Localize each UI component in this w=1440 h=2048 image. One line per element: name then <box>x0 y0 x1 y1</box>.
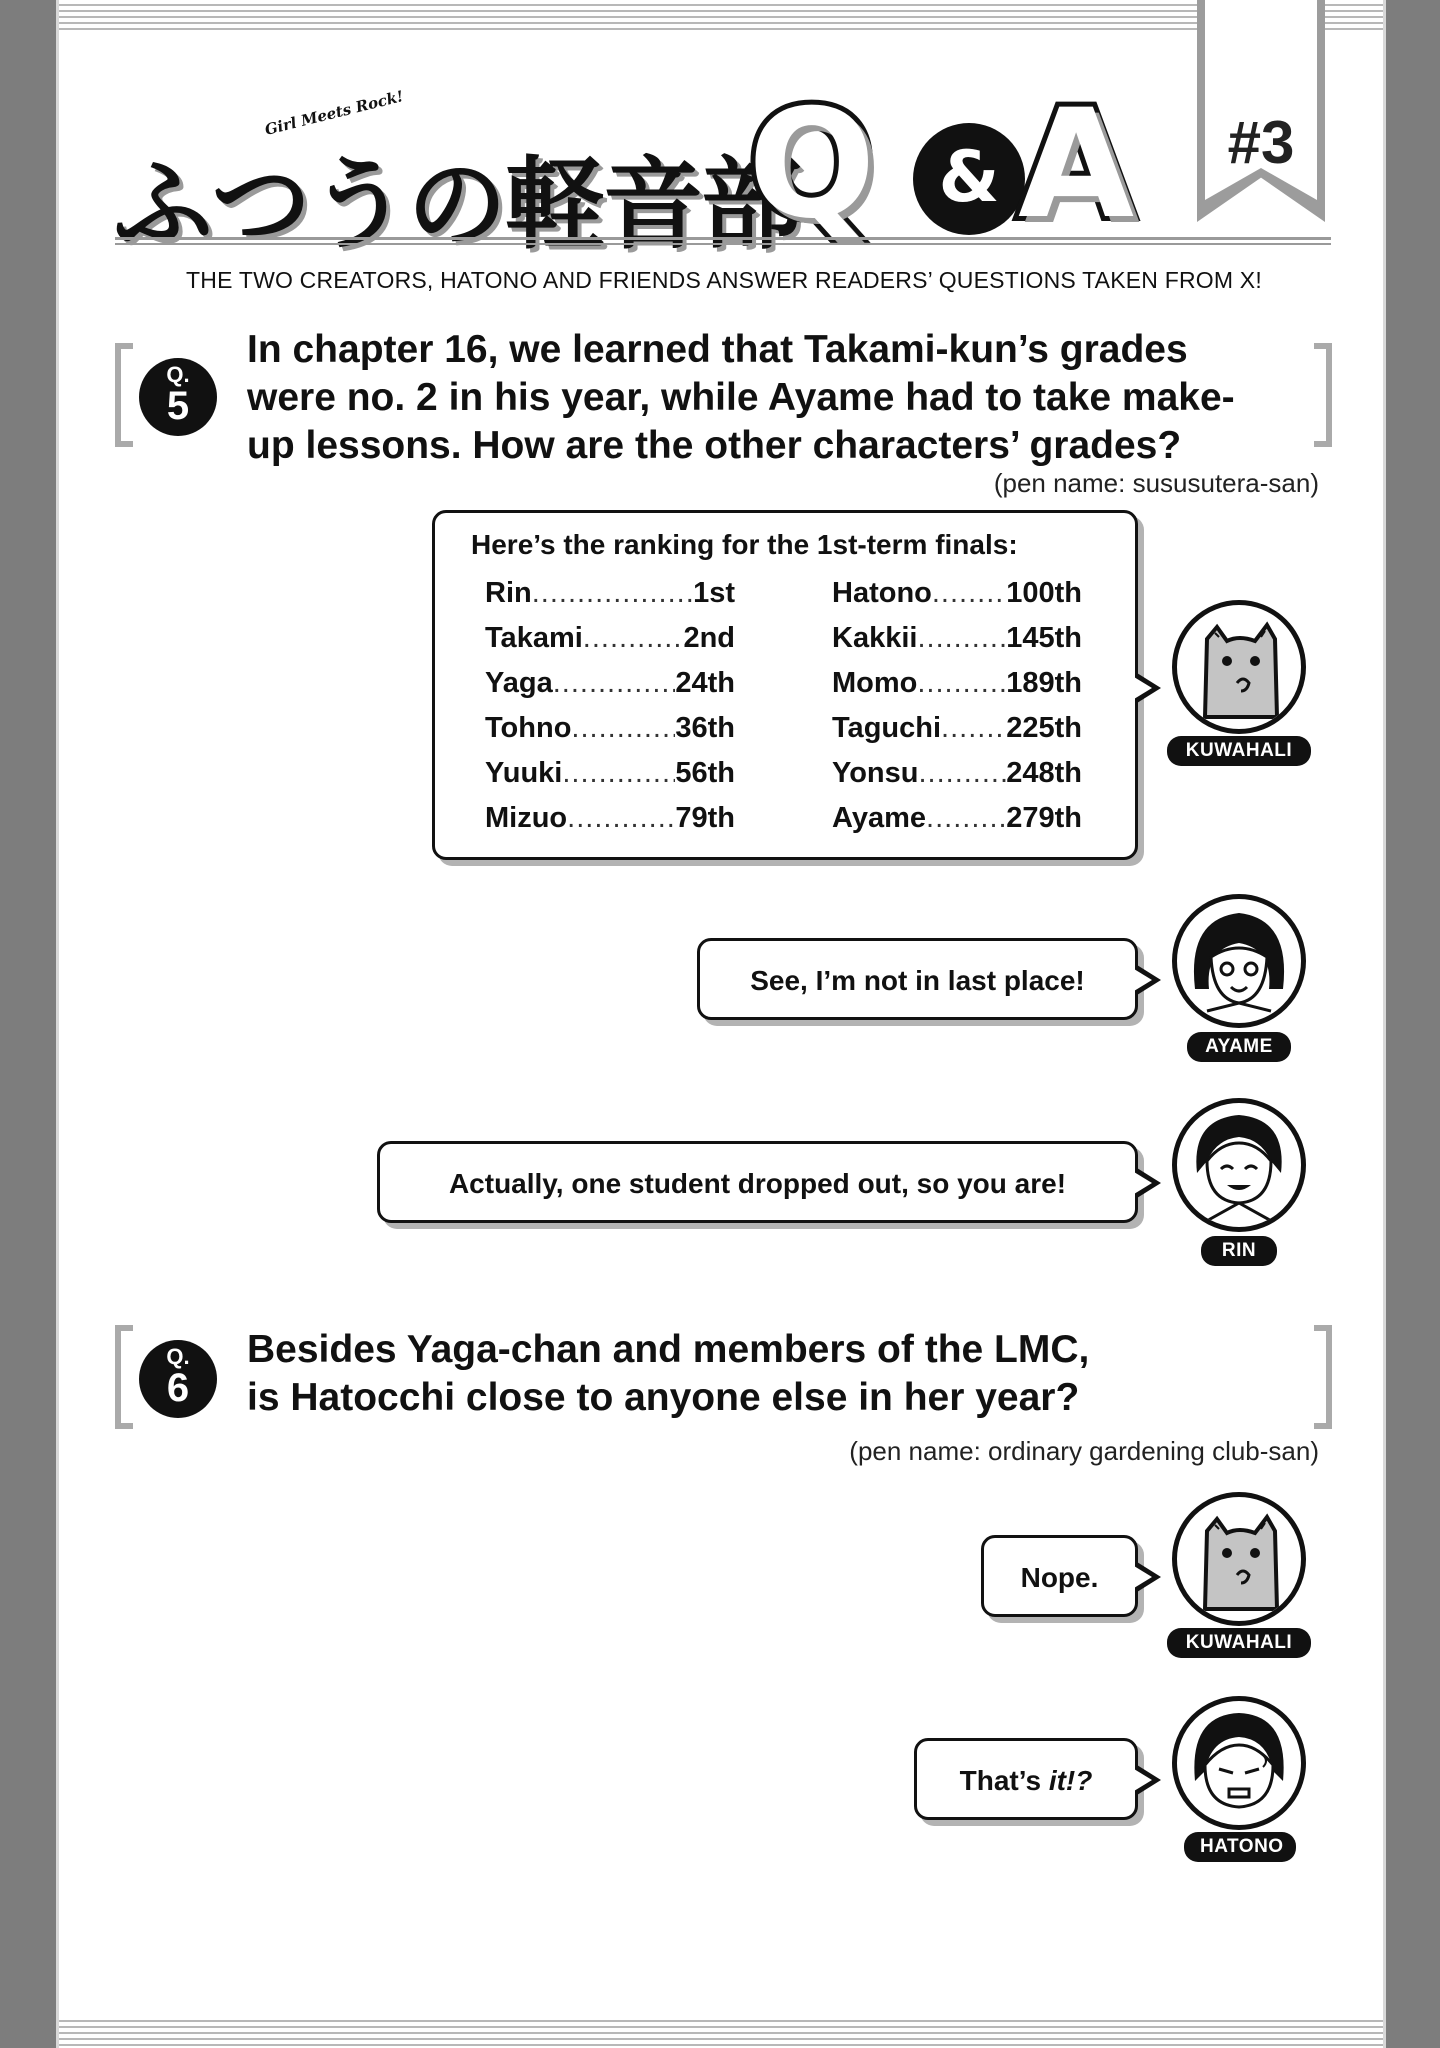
series-logo <box>113 78 1213 263</box>
rin-face-icon <box>1177 1103 1301 1227</box>
q6-question-text: Besides Yaga-chan and members of the LMC, is Hatocchi close to anyone else in her year? <box>247 1328 1090 1419</box>
kuwahali-speech-bubble: Nope. <box>981 1535 1138 1617</box>
ranking-left-column <box>485 577 735 847</box>
kuwahali-avatar <box>1172 600 1306 734</box>
q5-badge: Q. 5 <box>139 358 217 436</box>
kuwahali-avatar-2 <box>1172 1492 1306 1626</box>
ranking-row: Taguchi ..... 225th <box>832 712 1082 757</box>
ranking-row: Mizuo ..... 79th <box>485 802 735 847</box>
speaker-tag-ayame: AYAME <box>1187 1032 1291 1062</box>
header-divider <box>115 237 1331 245</box>
ayame-face-icon <box>1177 899 1301 1023</box>
bubble-tail <box>1137 673 1161 703</box>
q6-badge: Q. 6 <box>139 1340 217 1418</box>
ranking-row: Yonsu ..... 248th <box>832 757 1082 802</box>
ranking-bubble <box>432 510 1138 860</box>
ranking-row: Momo ..... 189th <box>832 667 1082 712</box>
manga-page <box>56 0 1386 2048</box>
kuwahali-face-icon <box>1177 605 1301 729</box>
hatono-face-icon <box>1177 1701 1301 1825</box>
q6-right-bracket <box>1314 1325 1332 1429</box>
qa-logo <box>748 78 1268 252</box>
ayame-speech-bubble: See, I’m not in last place! <box>697 938 1138 1020</box>
rin-avatar <box>1172 1098 1306 1232</box>
logo-japanese-title: ふつうの軽音部 <box>113 146 799 263</box>
q5-question-text: In chapter 16, we learned that Takami-kun’s grades were no. 2 in his year, while Ayame had to take make- up lessons. How are the other characters’ grades? <box>247 328 1235 467</box>
hatono-avatar <box>1172 1696 1306 1830</box>
ranking-row: Ayame ..... 279th <box>832 802 1082 847</box>
bottom-stripe-border <box>59 2016 1383 2048</box>
speaker-tag-rin: RIN <box>1201 1236 1277 1266</box>
q6-pen-name: (pen name: ordinary gardening club-san) <box>849 1436 1319 1466</box>
episode-ribbon <box>1197 0 1325 222</box>
rin-speech-bubble: Actually, one student dropped out, so you are! <box>377 1141 1138 1223</box>
hatono-speech-bubble: That’s it!? <box>914 1738 1138 1820</box>
q6-left-bracket <box>115 1325 133 1429</box>
ranking-row: Hatono ..... 100th <box>832 577 1082 622</box>
ranking-row: Kakkii ..... 145th <box>832 622 1082 667</box>
q5-left-bracket <box>115 343 133 447</box>
ranking-row: Tohno ..... 36th <box>485 712 735 757</box>
q5-right-bracket <box>1314 343 1332 447</box>
page-subtitle: THE TWO CREATORS, HATONO AND FRIENDS ANSWER READERS’ QUESTIONS TAKEN FROM X! <box>186 267 1262 293</box>
ranking-right-column <box>832 577 1082 847</box>
ayame-avatar <box>1172 894 1306 1028</box>
logo-ampersand: & <box>913 123 1025 235</box>
ranking-row: Rin ..... 1st <box>485 577 735 622</box>
top-stripe-border <box>59 0 1383 32</box>
logo-english-subtitle: Girl Meets Rock! <box>262 87 406 139</box>
ranking-row: Takami ..... 2nd <box>485 622 735 667</box>
speaker-tag-kuwahali: KUWAHALI <box>1167 736 1311 766</box>
logo-q-letter: Q <box>748 78 876 252</box>
logo-a-letter: A <box>1018 78 1135 252</box>
kuwahali-face-icon <box>1177 1497 1301 1621</box>
ranking-row: Yaga ..... 24th <box>485 667 735 712</box>
ranking-title: Here’s the ranking for the 1st-term finals: <box>471 529 1018 560</box>
speaker-tag-hatono: HATONO <box>1184 1832 1296 1862</box>
episode-number: #3 <box>1227 109 1295 176</box>
ranking-row: Yuuki ..... 56th <box>485 757 735 802</box>
speaker-tag-kuwahali-2: KUWAHALI <box>1167 1628 1311 1658</box>
q5-pen-name: (pen name: sususutera-san) <box>993 468 1319 498</box>
